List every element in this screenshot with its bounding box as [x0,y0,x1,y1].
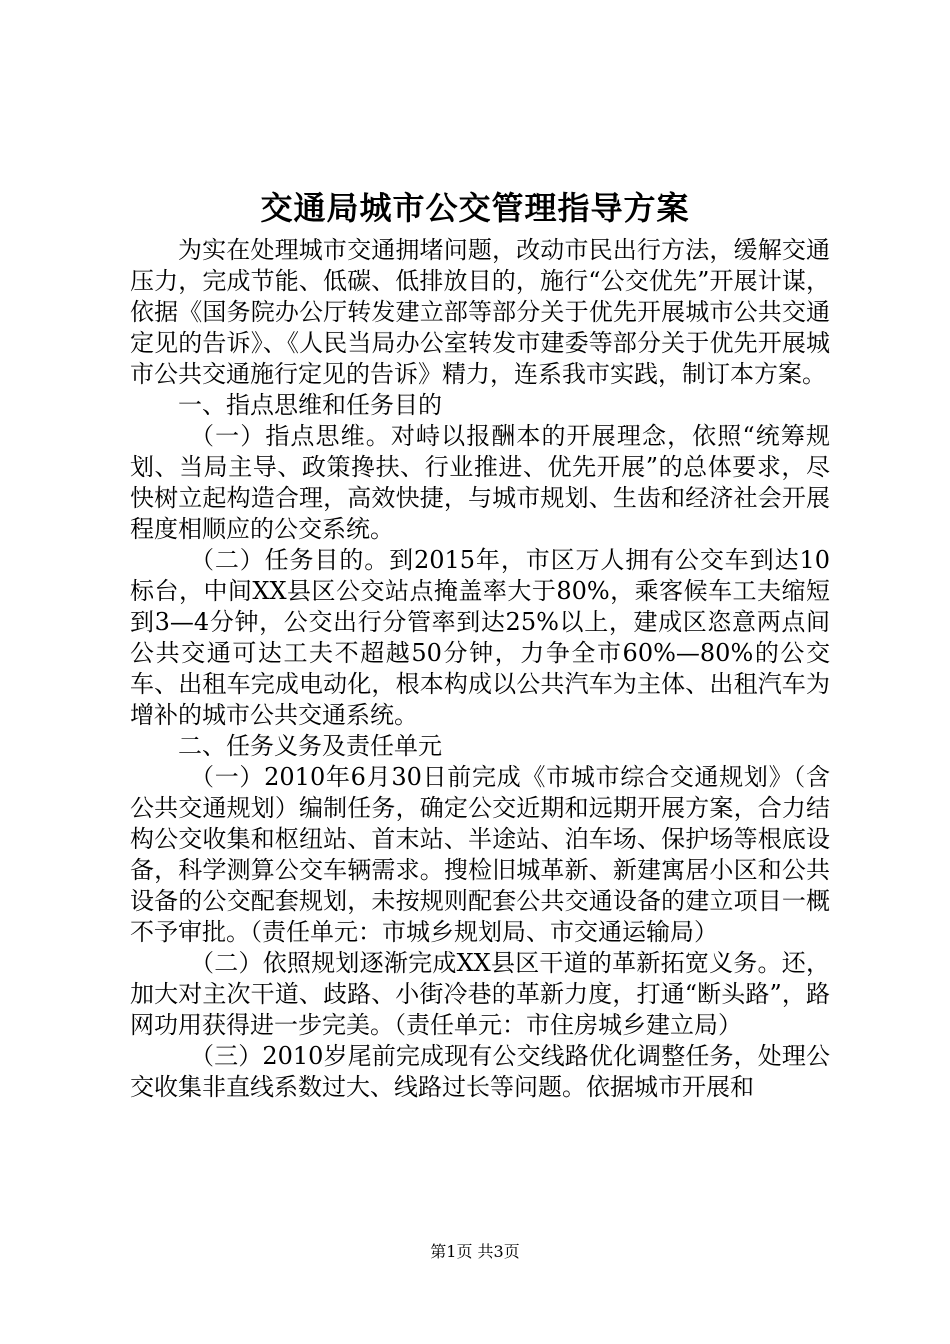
section2-paragraph-2: （二）依照规划逐渐完成XX县区干道的革新拓宽义务。还，加大对主次干道、歧路、小街冷巷的革新力度，打通“断头路”，路网功用获得进一步完美。（责任单元：市住房城乡建立局） [130,949,830,1039]
intro-paragraph: 为实在处理城市交通拥堵问题，改动市民出行方法，缓解交通压力，完成节能、低碳、低排放目的，施行“公交优先”开展计谋，依据《国务院办公厅转发建立部等部分关于优先开展城市公共交通定见的告诉》、《人民当局办公室转发市建委等部分关于优先开展城市公共交通施行定见的告诉》精力，连系我市实践，制订本方案。 [130,236,830,388]
section-heading-1: 一、指点思维和任务目的 [178,391,442,419]
section2-paragraph-3: （三）2010岁尾前完成现有公交线路优化调整任务，处理公交收集非直线系数过大、线路过长等问题。依据城市开展和 [130,1042,830,1101]
section-heading-2: 二、任务义务及责任单元 [178,732,442,760]
section1-paragraph-2: （二）任务目的。到2015年，市区万人拥有公交车到达10标台，中间XX县区公交站点掩盖率大于80%，乘客候车工夫缩短到3—4分钟，公交出行分管率到达25%以上，建成区恣意两点间公共交通可达工夫不超越50分钟，力争全市60%—80%的公交车、出租车完成电动化，根本构成以公共汽车为主体、出租汽车为增补的城市公共交通系统。 [130,546,830,729]
page-footer: 第1页 共3页 [430,1242,520,1261]
section1-paragraph-1: （一）指点思维。对峙以报酬本的开展理念，依照“统筹规划、当局主导、政策搀扶、行业推进、优先开展”的总体要求，尽快树立起构造合理，高效快捷，与城市规划、生齿和经济社会开展程度相顺应的公交系统。 [130,422,830,543]
document-title: 交通局城市公交管理指导方案 [260,189,690,227]
document-body [130,235,830,1103]
section2-paragraph-1: （一）2010年6月30日前完成《市城市综合交通规划》（含公共交通规划）编制任务，确定公交近期和远期开展方案，合力结构公交收集和枢纽站、首末站、半途站、泊车场、保护场等根底设备，科学测算公交车辆需求。搜检旧城革新、新建寓居小区和公共设备的公交配套规划，未按规则配套公共交通设备的建立项目一概不予审批。（责任单元：市城乡规划局、市交通运输局） [130,763,830,946]
